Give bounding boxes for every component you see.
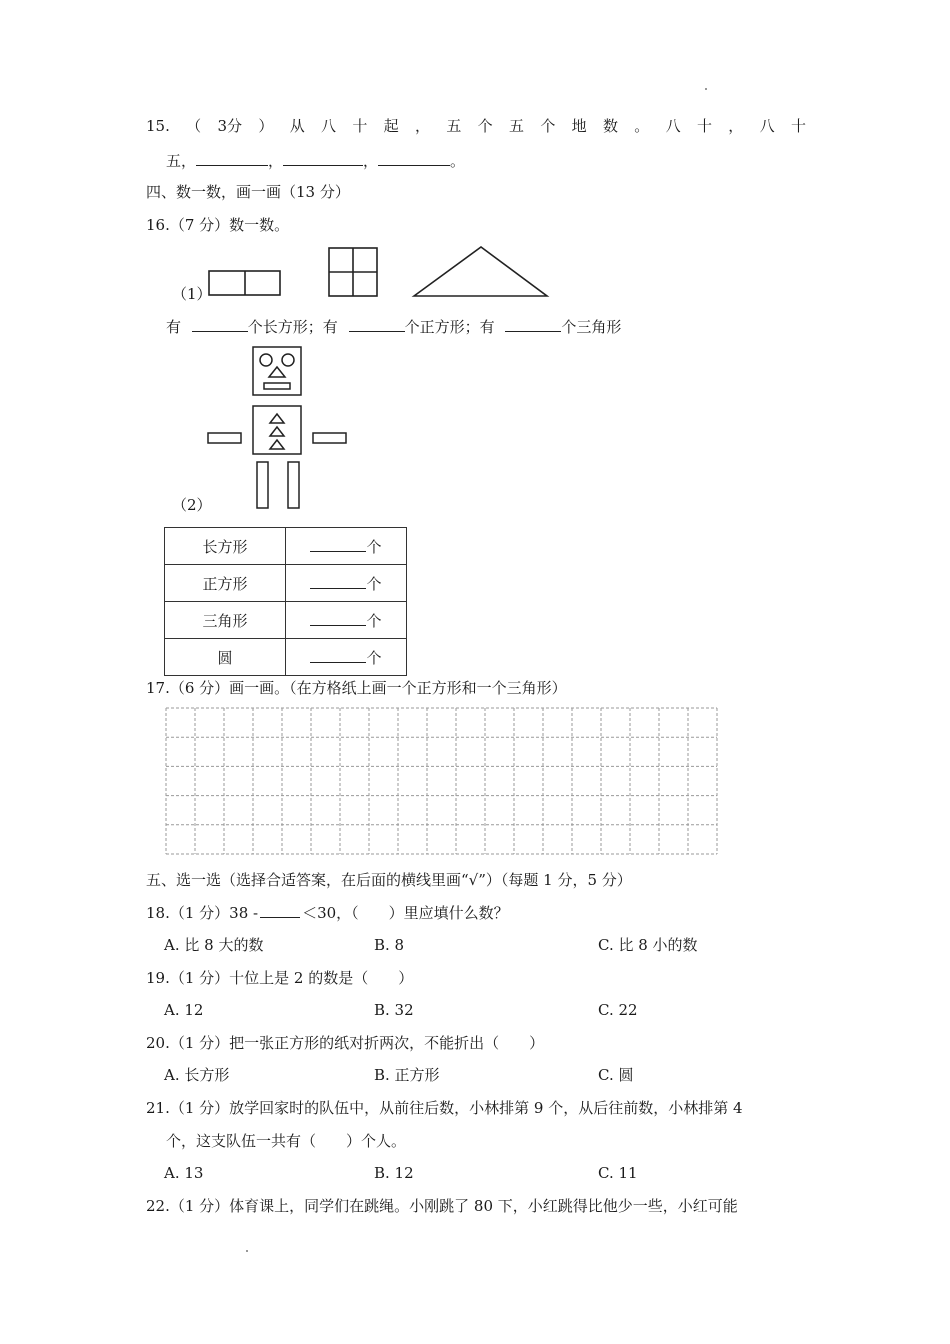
page-dot-top	[705, 88, 707, 90]
count-blank[interactable]	[310, 573, 366, 589]
q15-token: 五	[446, 117, 462, 135]
robot-eye-right	[282, 354, 294, 366]
page-dot-bottom	[246, 1250, 248, 1252]
q16-rect-count-blank[interactable]	[192, 316, 248, 332]
q21-line1: 21.（1 分）放学回家时的队伍中，从前往后数，小林排第 9 个，从后往前数，小林排第 4	[146, 1099, 743, 1117]
q16-title: 16.（7 分）数一数。	[146, 216, 290, 234]
q15-token: 八	[321, 117, 337, 135]
section5-title: 五、选一选（选择合适答案，在后面的横线里画“√”）（每题 1 分，5 分）	[146, 871, 632, 889]
table-count-cell[interactable]	[286, 602, 407, 639]
q15-token: 起	[383, 117, 399, 135]
q18-text-a: 18.（1 分）38 -	[146, 904, 259, 922]
q16-part1-label: （1）	[172, 285, 212, 303]
q18-option-b[interactable]: B. 8	[374, 936, 405, 954]
q15-token: 地	[571, 117, 587, 135]
count-blank[interactable]	[310, 536, 366, 552]
table-count-cell[interactable]	[286, 639, 407, 676]
table-shape-cell: 三角形	[165, 602, 286, 639]
q15-token: 十	[352, 117, 368, 135]
q15-sep-2: ，	[363, 152, 379, 170]
table-row	[165, 639, 407, 676]
q21-option-c[interactable]: C. 11	[598, 1164, 638, 1182]
q20-option-b[interactable]: B. 正方形	[374, 1066, 440, 1084]
q15-token: ，	[415, 117, 431, 135]
robot-arm-right	[313, 433, 346, 443]
q15-blank-3[interactable]	[378, 150, 450, 166]
unit-label: 个	[366, 648, 382, 667]
q15-token: ）	[258, 117, 274, 135]
q15-line1	[146, 116, 806, 136]
q16-figures-part1	[200, 240, 560, 302]
q15-token: ，	[728, 117, 744, 135]
q15-token: 十	[790, 117, 806, 135]
q16-sentence-p2: 个长方形；有	[247, 318, 338, 336]
robot-arm-left	[208, 433, 241, 443]
unit-label: 个	[366, 537, 382, 556]
q19-option-a[interactable]: A. 12	[164, 1001, 204, 1019]
robot-nose	[269, 367, 285, 377]
q16-part2-label: （2）	[172, 496, 212, 514]
q15-token: 八	[665, 117, 681, 135]
q17-title: 17.（6 分）画一画。（在方格纸上画一个正方形和一个三角形）	[146, 679, 567, 697]
table-row	[165, 602, 407, 639]
robot-leg-right	[288, 462, 299, 508]
table-row	[165, 528, 407, 565]
q19-option-c[interactable]: C. 22	[598, 1001, 638, 1019]
table-count-cell[interactable]	[286, 565, 407, 602]
unit-label: 个	[366, 611, 382, 630]
q21-option-b[interactable]: B. 12	[374, 1164, 414, 1182]
q18-text-b: ＜30，（ ）里应填什么数？	[302, 904, 509, 922]
q15-token: 从	[289, 117, 305, 135]
table-row	[165, 565, 407, 602]
q15-token: 数	[602, 117, 618, 135]
table-shape-cell: 长方形	[165, 528, 286, 565]
q15-line2	[166, 150, 465, 171]
two-rectangles-figure	[209, 271, 280, 295]
q15-blank-1[interactable]	[196, 150, 268, 166]
q15-sep-1: ，	[268, 152, 284, 170]
q15-token: 五	[508, 117, 524, 135]
q15-blank-2[interactable]	[283, 150, 363, 166]
q20-text: 20.（1 分）把一张正方形的纸对折两次，不能折出（ ）	[146, 1034, 545, 1052]
table-shape-cell: 圆	[165, 639, 286, 676]
robot-leg-left	[257, 462, 268, 508]
q15-token: 个	[540, 117, 556, 135]
q16-sentence-p3: 个正方形；有	[404, 318, 495, 336]
robot-figure	[200, 340, 360, 515]
q16-sentence-p4: 个三角形	[561, 318, 622, 336]
q18-blank[interactable]	[260, 902, 300, 918]
q16-sentence	[166, 316, 621, 337]
table-shape-cell: 正方形	[165, 565, 286, 602]
q21-line2: 个，这支队伍一共有（ ）个人。	[166, 1132, 407, 1150]
q15-token: 。	[634, 117, 650, 135]
q19-option-b[interactable]: B. 32	[374, 1001, 414, 1019]
q15-token: 八	[759, 117, 775, 135]
q21-option-a[interactable]: A. 13	[164, 1164, 204, 1182]
q20-option-c[interactable]: C. 圆	[598, 1066, 634, 1084]
q16-triangle-count-blank[interactable]	[505, 316, 561, 332]
robot-mouth	[264, 383, 290, 389]
q20-option-a[interactable]: A. 长方形	[164, 1066, 230, 1084]
unit-label: 个	[366, 574, 382, 593]
q18-text	[146, 902, 509, 923]
drawing-grid[interactable]	[164, 706, 718, 858]
q15-end: 。	[450, 152, 466, 170]
triangle-figure	[414, 247, 547, 296]
q16-count-table	[164, 527, 407, 676]
q15-token: 3分	[217, 117, 243, 135]
q18-option-a[interactable]: A. 比 8 大的数	[164, 936, 264, 954]
q18-option-c[interactable]: C. 比 8 小的数	[598, 936, 698, 954]
q22-text: 22.（1 分）体育课上，同学们在跳绳。小刚跳了 80 下，小红跳得比他少一些，小红可能	[146, 1197, 738, 1215]
count-blank[interactable]	[310, 610, 366, 626]
robot-head	[253, 347, 301, 395]
q15-token: 个	[477, 117, 493, 135]
table-count-cell[interactable]	[286, 528, 407, 565]
q16-sentence-p1: 有	[166, 318, 182, 336]
q15-token: 15.	[146, 117, 170, 135]
count-blank[interactable]	[310, 647, 366, 663]
q15-token: 十	[696, 117, 712, 135]
q16-square-count-blank[interactable]	[349, 316, 405, 332]
robot-eye-left	[260, 354, 272, 366]
four-squares-figure	[329, 248, 377, 296]
section4-title: 四、数一数，画一画（13 分）	[146, 183, 350, 201]
q19-text: 19.（1 分）十位上是 2 的数是（ ）	[146, 969, 414, 987]
q15-line2-start: 五，	[166, 152, 197, 170]
q15-token: （	[186, 117, 202, 135]
